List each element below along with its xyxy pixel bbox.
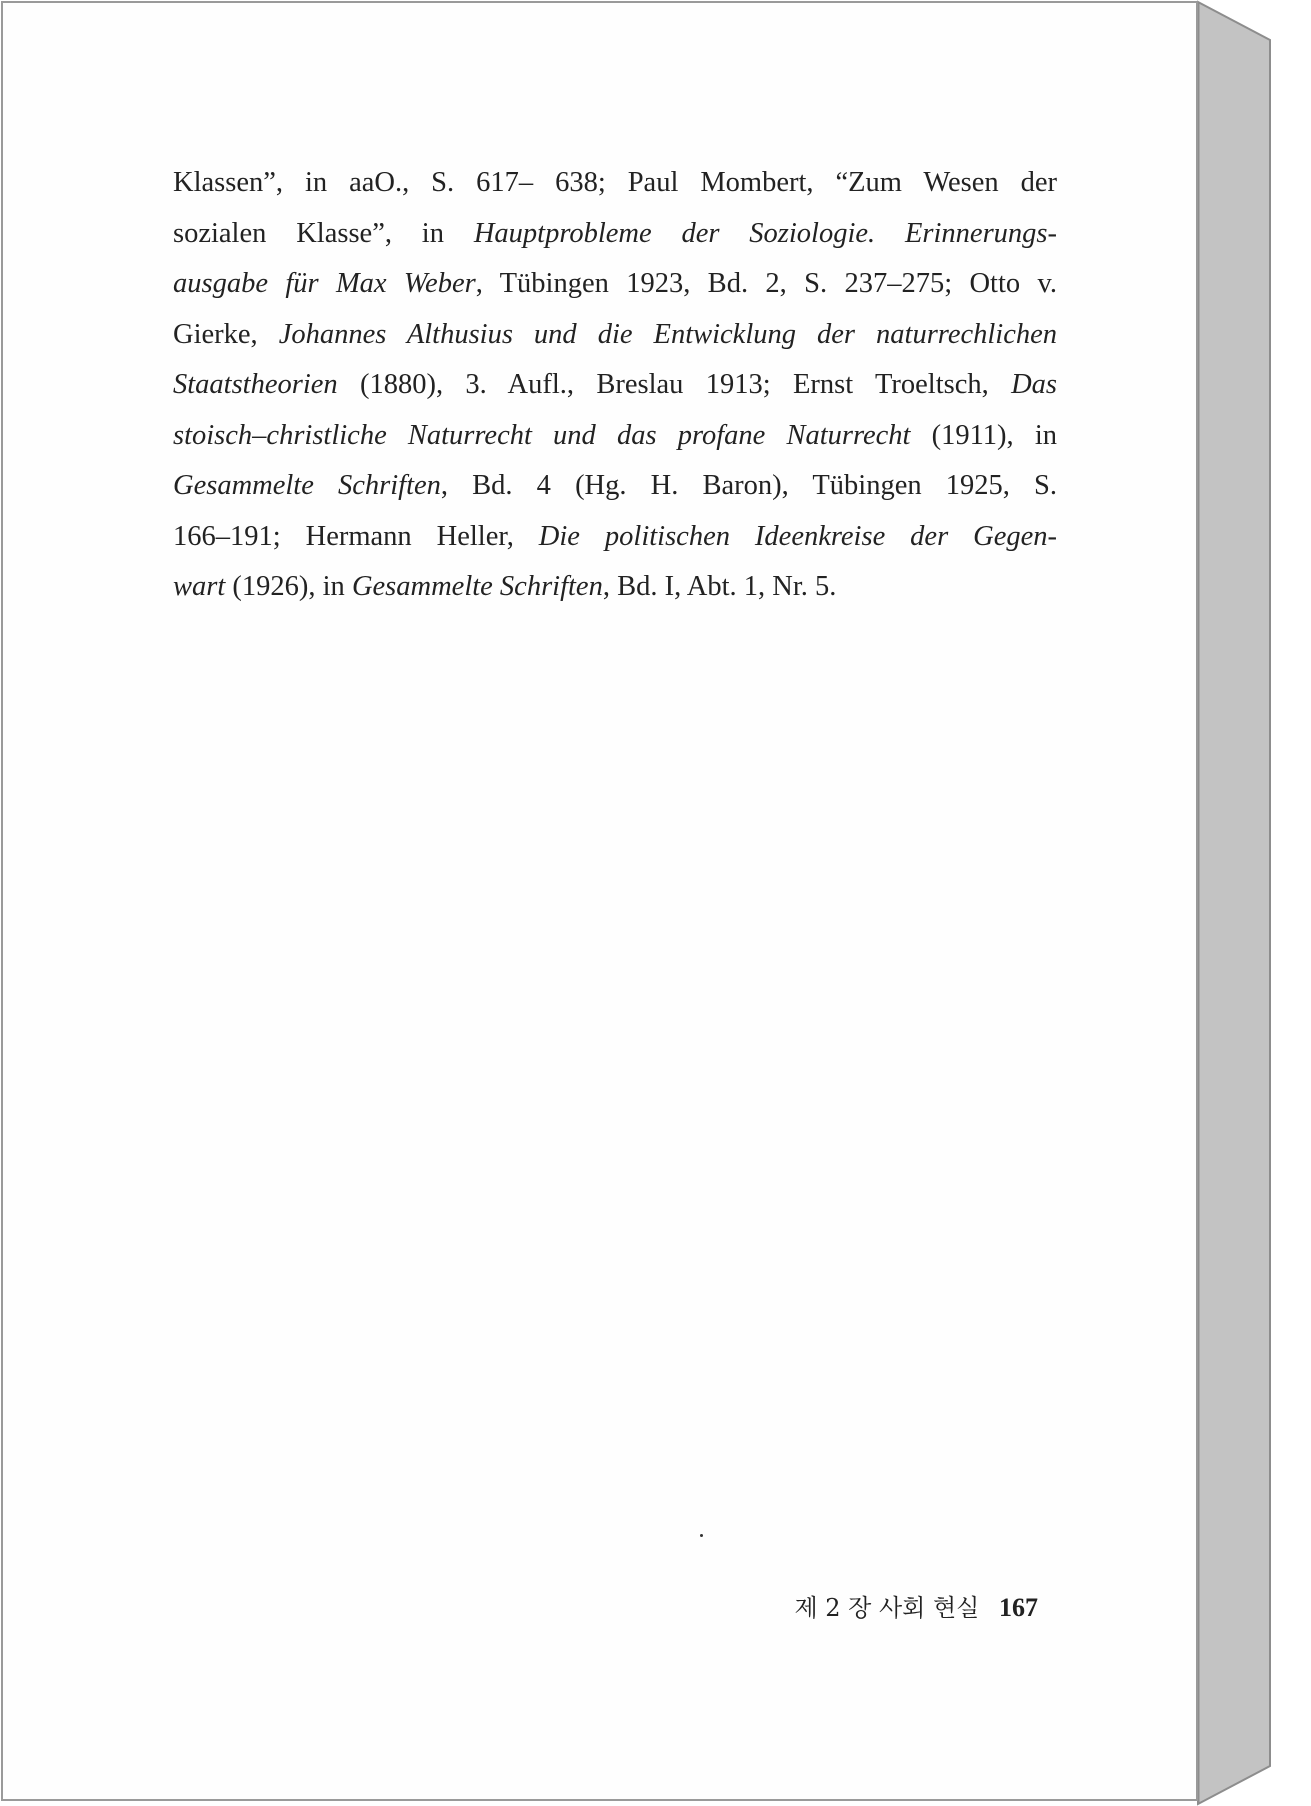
document-page	[1, 1, 1198, 1801]
text-line: wart (1926), in Gesammelte Schriften, Bd. I, Abt. 1, Nr. 5.	[173, 571, 837, 602]
text-line: ausgabe für Max Weber, Tübingen 1923, Bd. 2, S. 237–275; Otto v.	[173, 268, 1057, 299]
text-line: Klassen”, in aaO., S. 617– 638; Paul Mombert, “Zum Wesen der	[173, 167, 1057, 198]
text-line: Gierke, Johannes Althusius und die Entwicklung der naturrechlichen	[173, 318, 1057, 350]
stray-mark	[700, 1534, 703, 1537]
text-line: stoisch–christliche Naturrecht und das profane Naturrecht (1911), in	[173, 419, 1057, 451]
text-line: 166–191; Hermann Heller, Die politischen Ideenkreise der Gegen-	[173, 520, 1058, 552]
page-number: 167	[999, 1593, 1038, 1622]
text-line: Gesammelte Schriften, Bd. 4 (Hg. H. Baron), Tübingen 1925, S.	[173, 470, 1057, 501]
footnote-paragraph	[173, 158, 1057, 613]
text-line: sozialen Klasse”, in Hauptprobleme der Soziologie. Erinnerungs-	[173, 217, 1057, 249]
text-line: Staatstheorien (1880), 3. Aufl., Breslau 1913; Ernst Troeltsch, Das	[173, 369, 1057, 400]
chapter-title: 제 2 장 사회 현실	[794, 1594, 980, 1622]
running-footer	[793, 1588, 1038, 1623]
